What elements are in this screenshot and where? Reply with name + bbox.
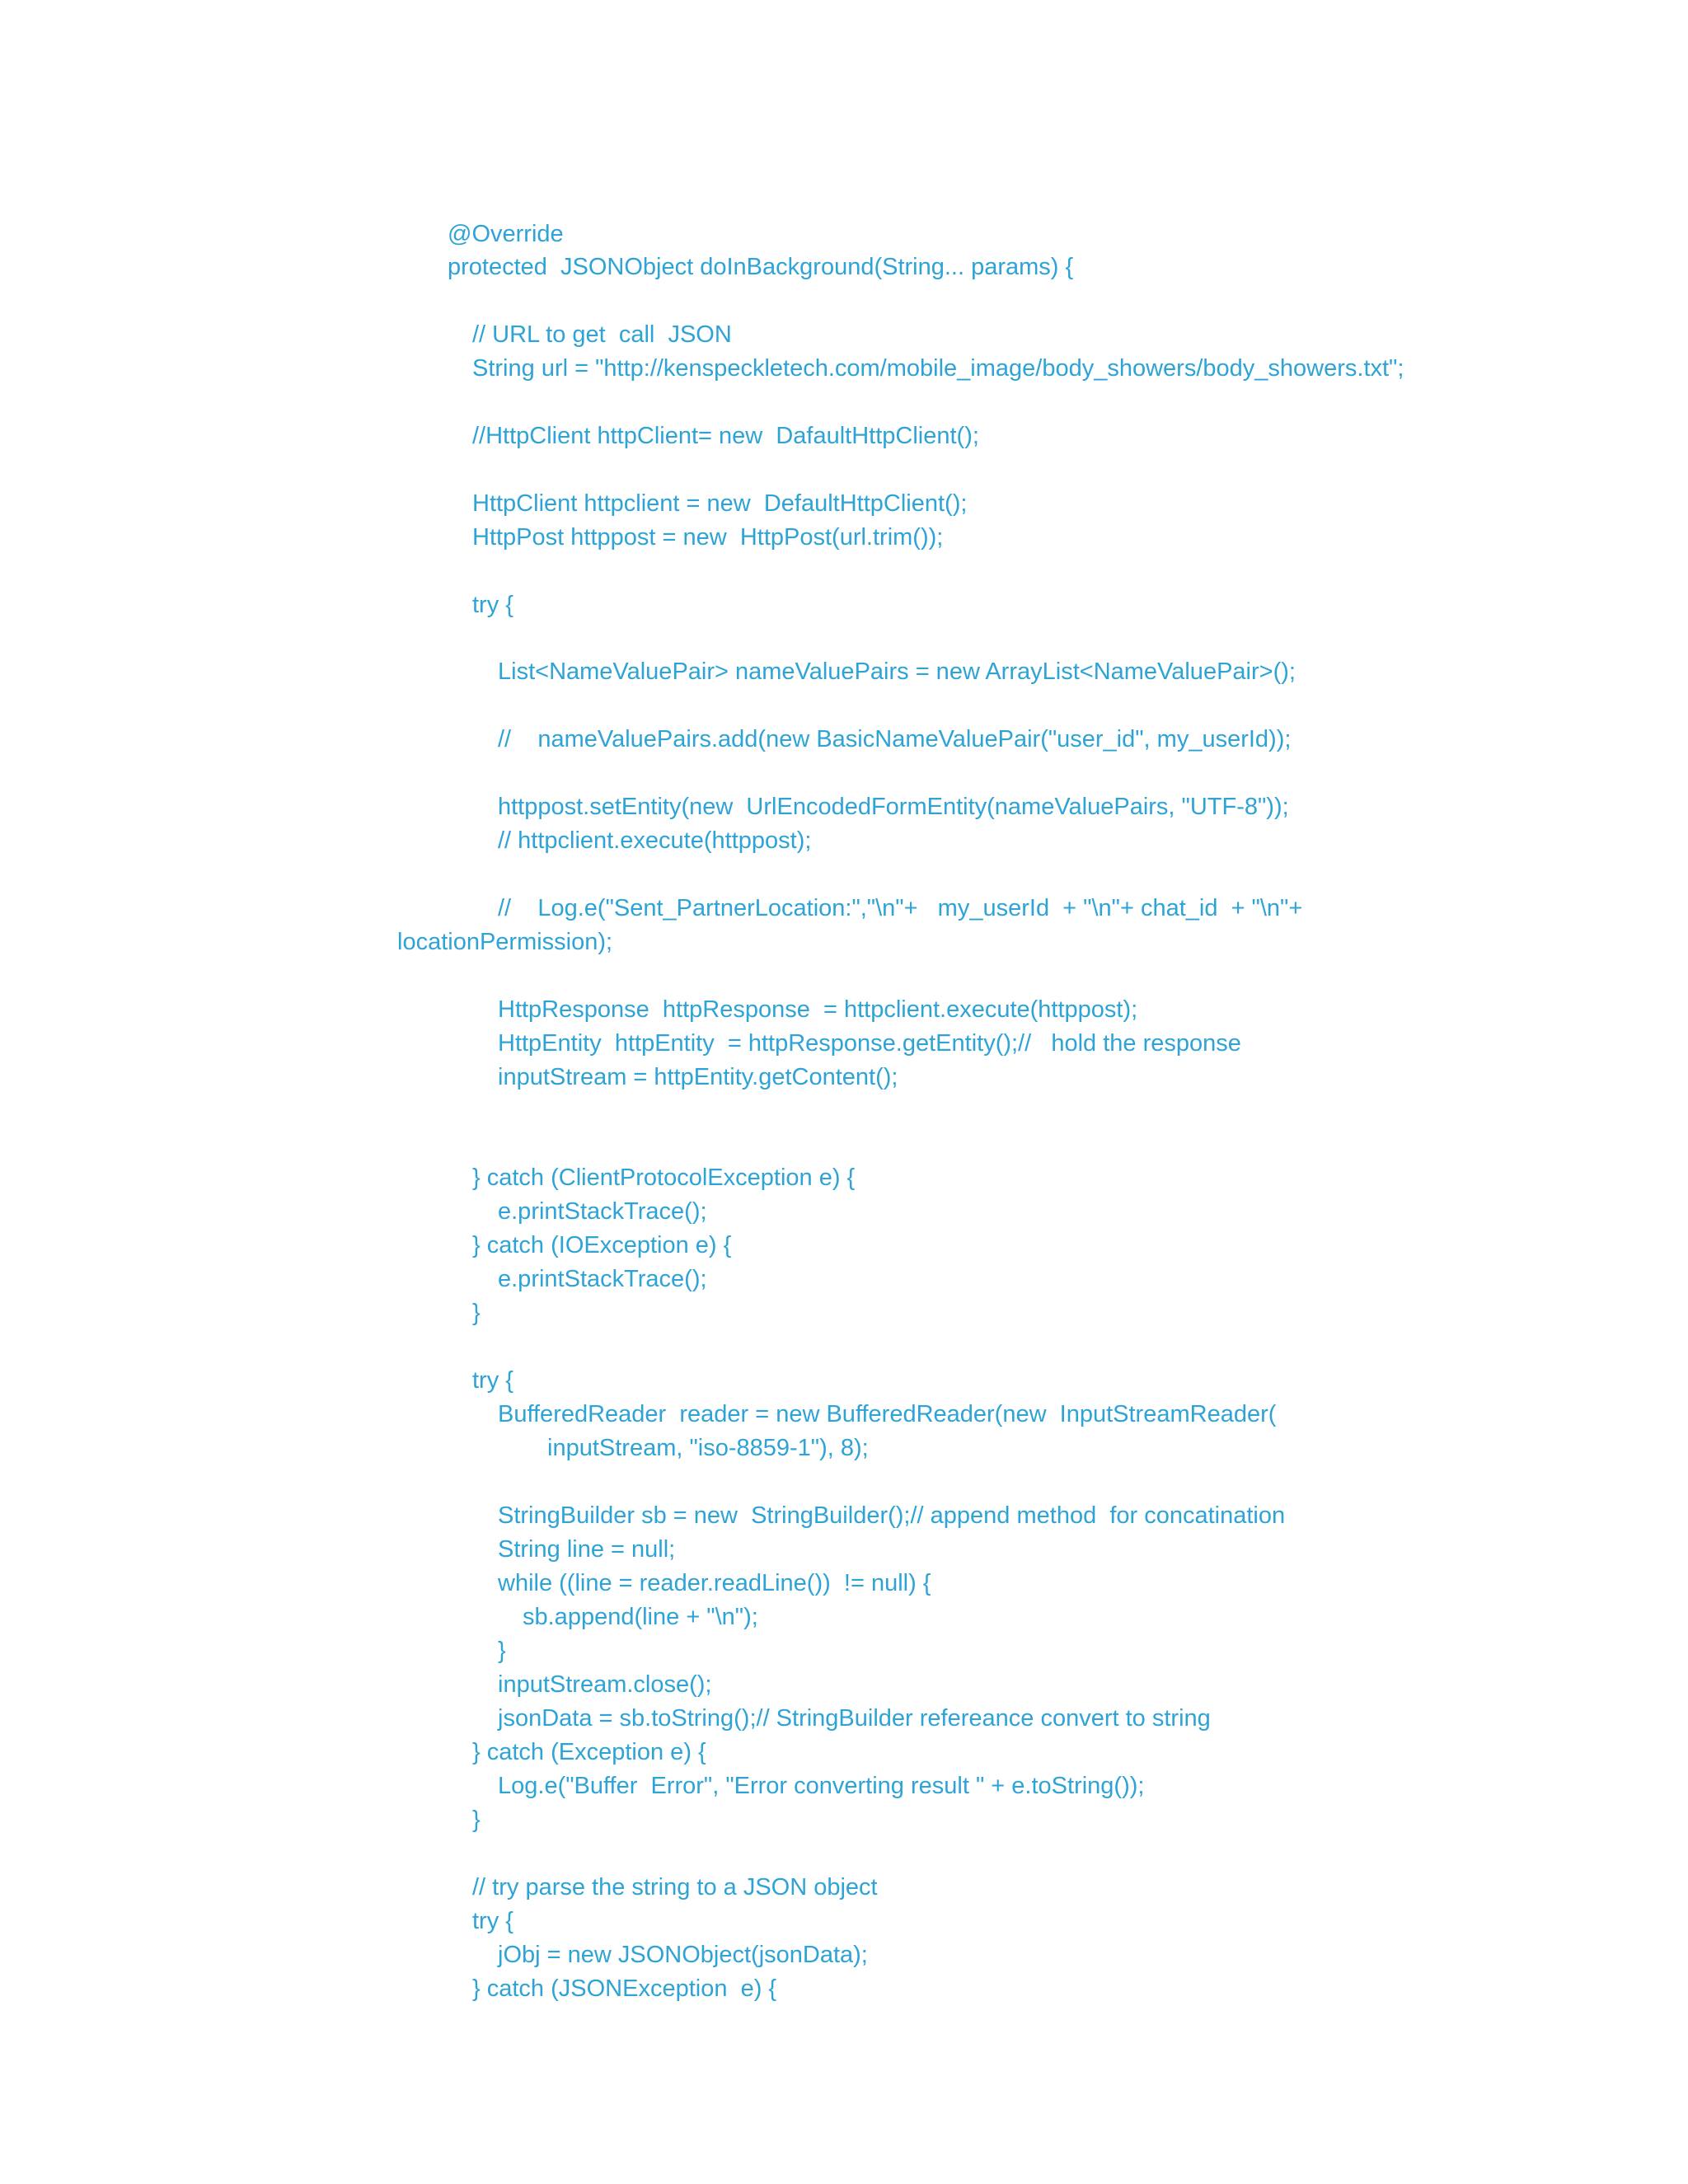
code-line: inputStream, "iso-8859-1"), 8); <box>547 1435 869 1461</box>
code-line: inputStream.close(); <box>498 1671 712 1698</box>
code-line: // nameValuePairs.add(new BasicNameValuePair("user_id", my_userId)); <box>498 726 1292 752</box>
code-line: StringBuilder sb = new StringBuilder();// append method for concatination <box>498 1502 1286 1529</box>
code-line: e.printStackTrace(); <box>498 1266 707 1292</box>
code-line: try { <box>472 1908 513 1934</box>
code-line: httppost.setEntity(new UrlEncodedFormEntity(nameValuePairs, "UTF-8")); <box>498 794 1289 820</box>
code-line: } catch (ClientProtocolException e) { <box>472 1165 856 1191</box>
code-line: String url = "http://kenspeckletech.com/mobile_image/body_showers/body_showers.txt"; <box>472 355 1404 382</box>
code-line: try { <box>472 592 513 618</box>
code-line: Log.e("Buffer Error", "Error converting result " + e.toString()); <box>498 1773 1145 1799</box>
code-line: jsonData = sb.toString();// StringBuilder refereance convert to string <box>498 1705 1211 1732</box>
code-line: jObj = new JSONObject(jsonData); <box>498 1942 868 1968</box>
code-line: @Override <box>448 221 564 247</box>
code-line: } catch (JSONException e) { <box>472 1975 777 2002</box>
code-line: // try parse the string to a JSON object <box>472 1874 878 1900</box>
code-line: while ((line = reader.readLine()) != null) { <box>498 1570 931 1596</box>
code-line: List<NameValuePair> nameValuePairs = new ArrayList<NameValuePair>(); <box>498 658 1296 685</box>
code-line: try { <box>472 1367 513 1394</box>
code-line: } catch (IOException e) { <box>472 1232 732 1258</box>
code-line: // Log.e("Sent_PartnerLocation:","\n"+ my_userId + "\n"+ chat_id + "\n"+ <box>498 895 1303 921</box>
code-line: e.printStackTrace(); <box>498 1198 707 1225</box>
code-line: } <box>472 1300 481 1326</box>
code-line: protected JSONObject doInBackground(String... params) { <box>448 254 1074 280</box>
code-line: HttpEntity httpEntity = httpResponse.getEntity();// hold the response <box>498 1030 1241 1057</box>
code-line: } catch (Exception e) { <box>472 1739 706 1765</box>
code-line: HttpResponse httpResponse = httpclient.execute(httppost); <box>498 996 1138 1023</box>
code-line: sb.append(line + "\n"); <box>523 1604 758 1630</box>
code-line: HttpClient httpclient = new DefaultHttpClient(); <box>472 490 968 517</box>
code-line: // URL to get call JSON <box>472 321 732 348</box>
code-line: BufferedReader reader = new BufferedReader(new InputStreamReader( <box>498 1401 1277 1427</box>
code-line: inputStream = httpEntity.getContent(); <box>498 1064 898 1090</box>
code-line: locationPermission); <box>397 929 613 955</box>
code-line: // httpclient.execute(httppost); <box>498 827 812 854</box>
code-line: } <box>472 1807 481 1833</box>
code-line: } <box>498 1638 506 1664</box>
code-line: HttpPost httppost = new HttpPost(url.trim()); <box>472 524 944 551</box>
code-line: //HttpClient httpClient= new DafaultHttpClient(); <box>472 423 979 449</box>
code-line: String line = null; <box>498 1536 676 1563</box>
